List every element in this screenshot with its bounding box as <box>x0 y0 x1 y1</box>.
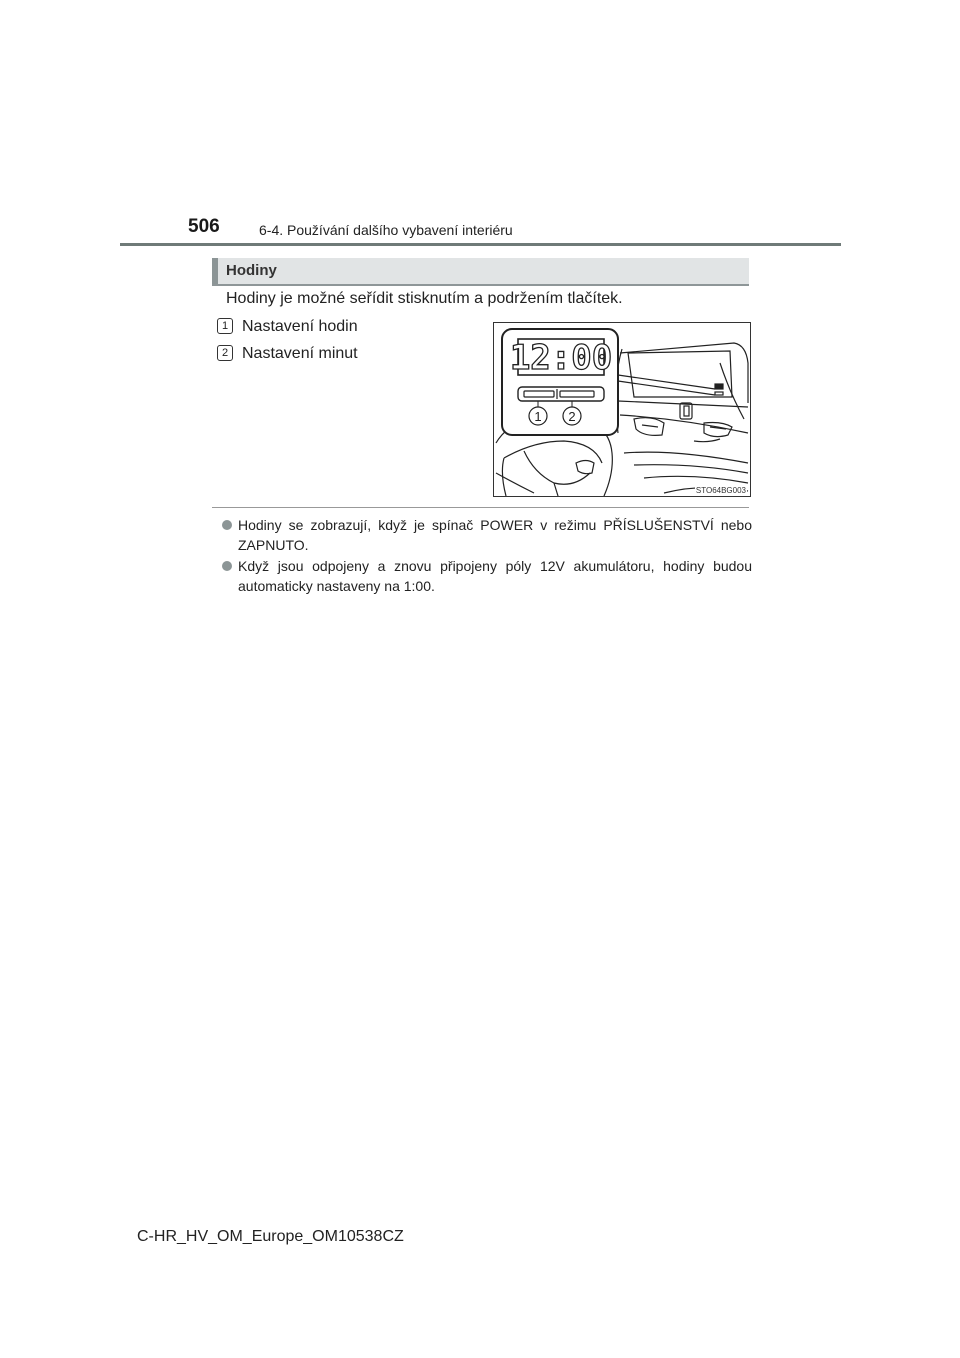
section-title: Hodiny <box>226 262 277 279</box>
note-item <box>222 556 752 596</box>
notes-divider <box>212 507 749 508</box>
footer-doc-code: C-HR_HV_OM_Europe_OM10538CZ <box>137 1228 404 1245</box>
clock-display-text: 12:00 <box>509 338 613 378</box>
note-text: Hodiny se zobrazují, když je spínač POWER v režimu PŘÍSLUŠENSTVÍ nebo ZAPNUTO. <box>238 517 752 553</box>
bullet-icon <box>222 561 232 571</box>
section-header <box>212 258 749 286</box>
dashboard-drawing <box>494 323 750 496</box>
figure-code: STO64BG003 <box>695 486 746 495</box>
section-header-bar <box>212 258 218 284</box>
callout-2: 2 <box>568 409 576 424</box>
note-item <box>222 515 752 555</box>
page-number: 506 <box>188 216 220 237</box>
item-number: 1 <box>217 318 233 334</box>
item-number: 2 <box>217 345 233 361</box>
header-rule <box>120 243 841 246</box>
bullet-icon <box>222 520 232 530</box>
list-item <box>217 345 358 363</box>
note-text: Když jsou odpojeny a znovu připojeny póly 12V akumulátoru, hodiny budou automaticky nastaveny na 1:00. <box>238 558 752 594</box>
list-item <box>217 318 358 336</box>
item-label: Nastavení minut <box>242 345 358 362</box>
intro-text: Hodiny je možné seřídit stisknutím a podržením tlačítek. <box>226 290 623 307</box>
clock-illustration <box>493 322 751 497</box>
chapter-title: 6-4. Používání dalšího vybavení interiéru <box>259 222 513 238</box>
callout-1: 1 <box>534 409 542 424</box>
item-label: Nastavení hodin <box>242 318 358 335</box>
